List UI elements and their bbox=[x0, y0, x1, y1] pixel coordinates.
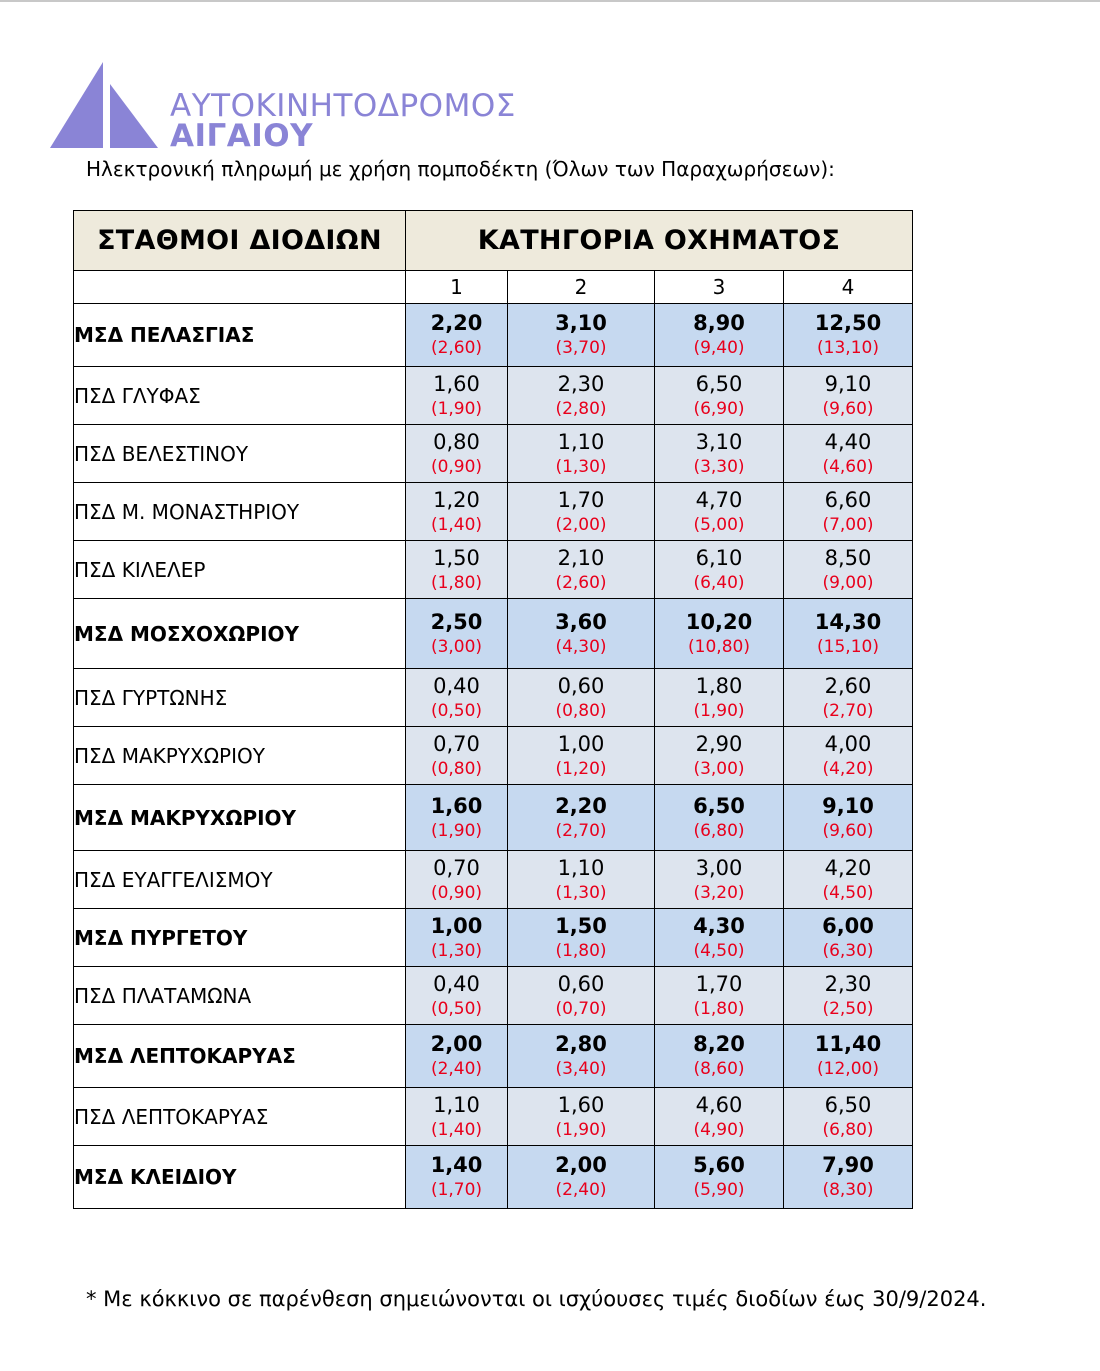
current-price: 1,80 bbox=[695, 673, 743, 698]
station-name: ΠΣΔ ΛΕΠΤΟΚΑΡΥΑΣ bbox=[74, 1088, 406, 1146]
station-name: ΜΣΔ ΜΑΚΡΥΧΩΡΙΟΥ bbox=[74, 785, 406, 851]
old-price: (1,30) bbox=[555, 882, 607, 903]
current-price: 14,30 bbox=[814, 609, 882, 634]
current-price: 6,50 bbox=[824, 1092, 872, 1117]
footnote: * Με κόκκινο σε παρένθεση σημειώνονται οι ισχύουσες τιμές διοδίων έως 30/9/2024. bbox=[86, 1287, 987, 1311]
price-cell bbox=[406, 483, 508, 541]
old-price: (4,20) bbox=[822, 758, 874, 779]
old-price: (6,30) bbox=[822, 940, 874, 961]
old-price: (9,40) bbox=[693, 338, 745, 358]
old-price: (1,90) bbox=[693, 700, 745, 721]
price-cell bbox=[655, 1146, 784, 1209]
old-price: (1,20) bbox=[555, 758, 607, 779]
old-price: (10,80) bbox=[688, 636, 750, 657]
old-price: (0,90) bbox=[430, 882, 483, 903]
station-name: ΠΣΔ ΠΛΑΤΑΜΩΝΑ bbox=[74, 967, 406, 1025]
current-price: 2,30 bbox=[557, 371, 605, 396]
current-price: 3,00 bbox=[695, 855, 743, 880]
price-cell bbox=[784, 599, 913, 669]
station-name: ΠΣΔ Μ. ΜΟΝΑΣΤΗΡΙΟΥ bbox=[74, 483, 406, 541]
old-price: (1,40) bbox=[430, 1119, 483, 1140]
current-price: 1,10 bbox=[557, 855, 605, 880]
table-row bbox=[74, 785, 913, 851]
price-cell bbox=[655, 785, 784, 851]
table-row bbox=[74, 909, 913, 967]
current-price: 1,60 bbox=[557, 1092, 605, 1117]
old-price: (0,50) bbox=[430, 700, 483, 721]
price-cell bbox=[406, 669, 508, 727]
current-price: 0,70 bbox=[433, 855, 480, 880]
current-price: 1,50 bbox=[555, 913, 607, 938]
price-cell bbox=[406, 909, 508, 967]
price-cell bbox=[655, 599, 784, 669]
current-price: 2,10 bbox=[557, 545, 605, 570]
current-price: 6,50 bbox=[693, 793, 745, 818]
table-row bbox=[74, 1146, 913, 1209]
current-price: 2,20 bbox=[430, 311, 483, 335]
current-price: 6,00 bbox=[822, 913, 874, 938]
price-cell bbox=[784, 1025, 913, 1088]
station-column-header: ΣΤΑΘΜΟΙ ΔΙΟΔΙΩΝ bbox=[74, 211, 406, 271]
table-row bbox=[74, 727, 913, 785]
current-price: 5,60 bbox=[693, 1153, 745, 1177]
old-price: (6,90) bbox=[693, 398, 745, 419]
station-name: ΠΣΔ ΓΥΡΤΩΝΗΣ bbox=[74, 669, 406, 727]
current-price: 12,50 bbox=[814, 311, 882, 335]
price-cell bbox=[406, 1146, 508, 1209]
price-cell bbox=[406, 541, 508, 599]
price-cell bbox=[406, 599, 508, 669]
station-name: ΠΣΔ ΕΥΑΓΓΕΛΙΣΜΟΥ bbox=[74, 851, 406, 909]
current-price: 9,10 bbox=[824, 371, 872, 396]
old-price: (1,80) bbox=[430, 572, 483, 593]
old-price: (1,80) bbox=[693, 998, 745, 1019]
price-cell bbox=[406, 851, 508, 909]
current-price: 8,50 bbox=[824, 545, 872, 570]
current-price: 7,90 bbox=[822, 1153, 874, 1177]
old-price: (6,80) bbox=[822, 1119, 874, 1140]
current-price: 0,70 bbox=[433, 731, 480, 756]
empty-header-cell bbox=[74, 271, 406, 304]
price-cell bbox=[508, 367, 655, 425]
price-cell bbox=[406, 1025, 508, 1088]
current-price: 3,60 bbox=[555, 609, 607, 634]
current-price: 10,20 bbox=[685, 609, 753, 634]
current-price: 0,80 bbox=[433, 429, 480, 454]
current-price: 11,40 bbox=[814, 1032, 882, 1056]
old-price: (2,70) bbox=[822, 700, 874, 721]
old-price: (15,10) bbox=[817, 636, 879, 657]
old-price: (4,50) bbox=[693, 940, 745, 961]
price-cell bbox=[406, 785, 508, 851]
current-price: 6,10 bbox=[695, 545, 743, 570]
current-price: 4,00 bbox=[824, 731, 872, 756]
old-price: (2,60) bbox=[430, 338, 483, 358]
current-price: 3,10 bbox=[555, 311, 607, 335]
price-cell bbox=[655, 669, 784, 727]
old-price: (0,50) bbox=[430, 998, 483, 1019]
company-logo bbox=[48, 60, 516, 156]
price-cell bbox=[406, 1088, 508, 1146]
price-cell bbox=[508, 304, 655, 367]
current-price: 2,20 bbox=[555, 793, 607, 818]
price-cell bbox=[508, 851, 655, 909]
old-price: (1,90) bbox=[430, 820, 483, 841]
price-cell bbox=[406, 727, 508, 785]
price-cell bbox=[406, 967, 508, 1025]
station-name: ΠΣΔ ΚΙΛΕΛΕΡ bbox=[74, 541, 406, 599]
current-price: 1,10 bbox=[433, 1092, 480, 1117]
old-price: (1,90) bbox=[555, 1119, 607, 1140]
price-cell bbox=[508, 1025, 655, 1088]
price-cell bbox=[508, 727, 655, 785]
price-cell bbox=[406, 367, 508, 425]
current-price: 8,20 bbox=[693, 1032, 745, 1056]
logo-text-line1: ΑΥΤΟΚΙΝΗΤΟΔΡΟΜΟΣ bbox=[170, 88, 516, 124]
old-price: (2,40) bbox=[555, 1180, 607, 1200]
price-cell bbox=[508, 541, 655, 599]
old-price: (0,70) bbox=[555, 998, 607, 1019]
current-price: 1,60 bbox=[430, 793, 483, 818]
category-column-header: ΚΑΤΗΓΟΡΙΑ ΟΧΗΜΑΤΟΣ bbox=[406, 211, 913, 271]
current-price: 6,60 bbox=[824, 487, 872, 512]
current-price: 4,60 bbox=[695, 1092, 743, 1117]
old-price: (0,80) bbox=[430, 758, 483, 779]
price-cell bbox=[784, 851, 913, 909]
current-price: 4,20 bbox=[824, 855, 872, 880]
price-cell bbox=[655, 1088, 784, 1146]
price-cell bbox=[655, 425, 784, 483]
price-cell bbox=[784, 541, 913, 599]
old-price: (1,40) bbox=[430, 514, 483, 535]
current-price: 4,30 bbox=[693, 913, 745, 938]
current-price: 1,10 bbox=[557, 429, 605, 454]
old-price: (13,10) bbox=[817, 338, 879, 358]
price-cell bbox=[508, 909, 655, 967]
price-cell bbox=[508, 1146, 655, 1209]
logo-text-line2: ΑΙΓΑΙΟΥ bbox=[170, 118, 314, 154]
current-price: 1,00 bbox=[557, 731, 605, 756]
old-price: (1,30) bbox=[430, 940, 483, 961]
current-price: 1,40 bbox=[430, 1153, 483, 1177]
old-price: (3,00) bbox=[693, 758, 745, 779]
price-cell bbox=[784, 483, 913, 541]
old-price: (9,60) bbox=[822, 398, 874, 419]
old-price: (5,00) bbox=[693, 514, 745, 535]
price-cell bbox=[784, 967, 913, 1025]
price-cell bbox=[784, 1146, 913, 1209]
price-cell bbox=[784, 669, 913, 727]
old-price: (3,70) bbox=[555, 338, 607, 358]
current-price: 2,60 bbox=[824, 673, 872, 698]
station-name: ΜΣΔ ΚΛΕΙΔΙΟΥ bbox=[74, 1146, 406, 1209]
station-name: ΜΣΔ ΠΕΛΑΣΓΙΑΣ bbox=[74, 304, 406, 367]
current-price: 1,70 bbox=[557, 487, 605, 512]
price-cell bbox=[655, 1025, 784, 1088]
old-price: (9,00) bbox=[822, 572, 874, 593]
old-price: (4,90) bbox=[693, 1119, 745, 1140]
table-row bbox=[74, 669, 913, 727]
current-price: 6,50 bbox=[695, 371, 743, 396]
old-price: (12,00) bbox=[817, 1059, 879, 1079]
price-cell bbox=[784, 909, 913, 967]
old-price: (2,60) bbox=[555, 572, 607, 593]
old-price: (2,40) bbox=[430, 1059, 483, 1079]
old-price: (0,80) bbox=[555, 700, 607, 721]
toll-price-table bbox=[73, 210, 913, 1209]
table-row bbox=[74, 425, 913, 483]
top-border-line bbox=[0, 0, 1100, 2]
current-price: 2,50 bbox=[430, 609, 483, 634]
price-cell bbox=[784, 785, 913, 851]
station-name: ΜΣΔ ΛΕΠΤΟΚΑΡΥΑΣ bbox=[74, 1025, 406, 1088]
price-cell bbox=[508, 599, 655, 669]
old-price: (9,60) bbox=[822, 820, 874, 841]
table-row bbox=[74, 599, 913, 669]
current-price: 1,00 bbox=[430, 913, 483, 938]
current-price: 4,40 bbox=[824, 429, 872, 454]
old-price: (0,90) bbox=[430, 456, 483, 477]
table-row bbox=[74, 967, 913, 1025]
category-number: 3 bbox=[655, 271, 784, 304]
old-price: (1,90) bbox=[430, 398, 483, 419]
logo-triangle-icon bbox=[48, 60, 168, 152]
price-cell bbox=[508, 483, 655, 541]
old-price: (3,30) bbox=[693, 456, 745, 477]
old-price: (3,00) bbox=[430, 636, 483, 657]
price-cell bbox=[655, 367, 784, 425]
current-price: 1,60 bbox=[433, 371, 480, 396]
price-cell bbox=[655, 541, 784, 599]
current-price: 2,80 bbox=[555, 1032, 607, 1056]
current-price: 1,20 bbox=[433, 487, 480, 512]
price-cell bbox=[508, 669, 655, 727]
old-price: (8,60) bbox=[693, 1059, 745, 1079]
old-price: (1,80) bbox=[555, 940, 607, 961]
price-cell bbox=[784, 304, 913, 367]
current-price: 0,60 bbox=[557, 971, 605, 996]
current-price: 3,10 bbox=[695, 429, 743, 454]
current-price: 1,70 bbox=[695, 971, 743, 996]
price-cell bbox=[655, 909, 784, 967]
table-row bbox=[74, 541, 913, 599]
table-row bbox=[74, 483, 913, 541]
table-row bbox=[74, 304, 913, 367]
old-price: (4,60) bbox=[822, 456, 874, 477]
price-cell bbox=[655, 727, 784, 785]
current-price: 1,50 bbox=[433, 545, 480, 570]
price-cell bbox=[655, 967, 784, 1025]
price-cell bbox=[784, 727, 913, 785]
price-cell bbox=[508, 425, 655, 483]
current-price: 4,70 bbox=[695, 487, 743, 512]
old-price: (3,40) bbox=[555, 1059, 607, 1079]
old-price: (4,50) bbox=[822, 882, 874, 903]
station-name: ΠΣΔ ΜΑΚΡΥΧΩΡΙΟΥ bbox=[74, 727, 406, 785]
current-price: 2,90 bbox=[695, 731, 743, 756]
price-cell bbox=[784, 425, 913, 483]
old-price: (8,30) bbox=[822, 1180, 874, 1200]
current-price: 2,30 bbox=[824, 971, 872, 996]
category-number: 2 bbox=[508, 271, 655, 304]
old-price: (2,50) bbox=[822, 998, 874, 1019]
table-row bbox=[74, 1088, 913, 1146]
old-price: (5,90) bbox=[693, 1180, 745, 1200]
station-name: ΜΣΔ ΠΥΡΓΕΤΟΥ bbox=[74, 909, 406, 967]
current-price: 0,40 bbox=[433, 971, 480, 996]
price-cell bbox=[508, 967, 655, 1025]
old-price: (1,30) bbox=[555, 456, 607, 477]
old-price: (7,00) bbox=[822, 514, 874, 535]
price-cell bbox=[784, 1088, 913, 1146]
price-cell bbox=[655, 304, 784, 367]
old-price: (1,70) bbox=[430, 1180, 483, 1200]
table-row bbox=[74, 367, 913, 425]
current-price: 8,90 bbox=[693, 311, 745, 335]
price-cell bbox=[508, 785, 655, 851]
price-cell bbox=[655, 851, 784, 909]
old-price: (2,80) bbox=[555, 398, 607, 419]
station-name: ΠΣΔ ΓΛΥΦΑΣ bbox=[74, 367, 406, 425]
old-price: (3,20) bbox=[693, 882, 745, 903]
category-number: 4 bbox=[784, 271, 913, 304]
current-price: 0,40 bbox=[433, 673, 480, 698]
current-price: 2,00 bbox=[430, 1032, 483, 1056]
price-cell bbox=[406, 304, 508, 367]
price-cell bbox=[784, 367, 913, 425]
old-price: (6,40) bbox=[693, 572, 745, 593]
page-subtitle: Ηλεκτρονική πληρωμή με χρήση πομποδέκτη (Όλων των Παραχωρήσεων): bbox=[86, 157, 835, 181]
station-name: ΠΣΔ ΒΕΛΕΣΤΙΝΟΥ bbox=[74, 425, 406, 483]
current-price: 2,00 bbox=[555, 1153, 607, 1177]
old-price: (2,70) bbox=[555, 820, 607, 841]
price-cell bbox=[406, 425, 508, 483]
table-row bbox=[74, 1025, 913, 1088]
price-cell bbox=[655, 483, 784, 541]
old-price: (6,80) bbox=[693, 820, 745, 841]
category-number: 1 bbox=[406, 271, 508, 304]
station-name: ΜΣΔ ΜΟΣΧΟΧΩΡΙΟΥ bbox=[74, 599, 406, 669]
current-price: 0,60 bbox=[557, 673, 605, 698]
current-price: 9,10 bbox=[822, 793, 874, 818]
old-price: (4,30) bbox=[555, 636, 607, 657]
old-price: (2,00) bbox=[555, 514, 607, 535]
price-cell bbox=[508, 1088, 655, 1146]
table-row bbox=[74, 851, 913, 909]
